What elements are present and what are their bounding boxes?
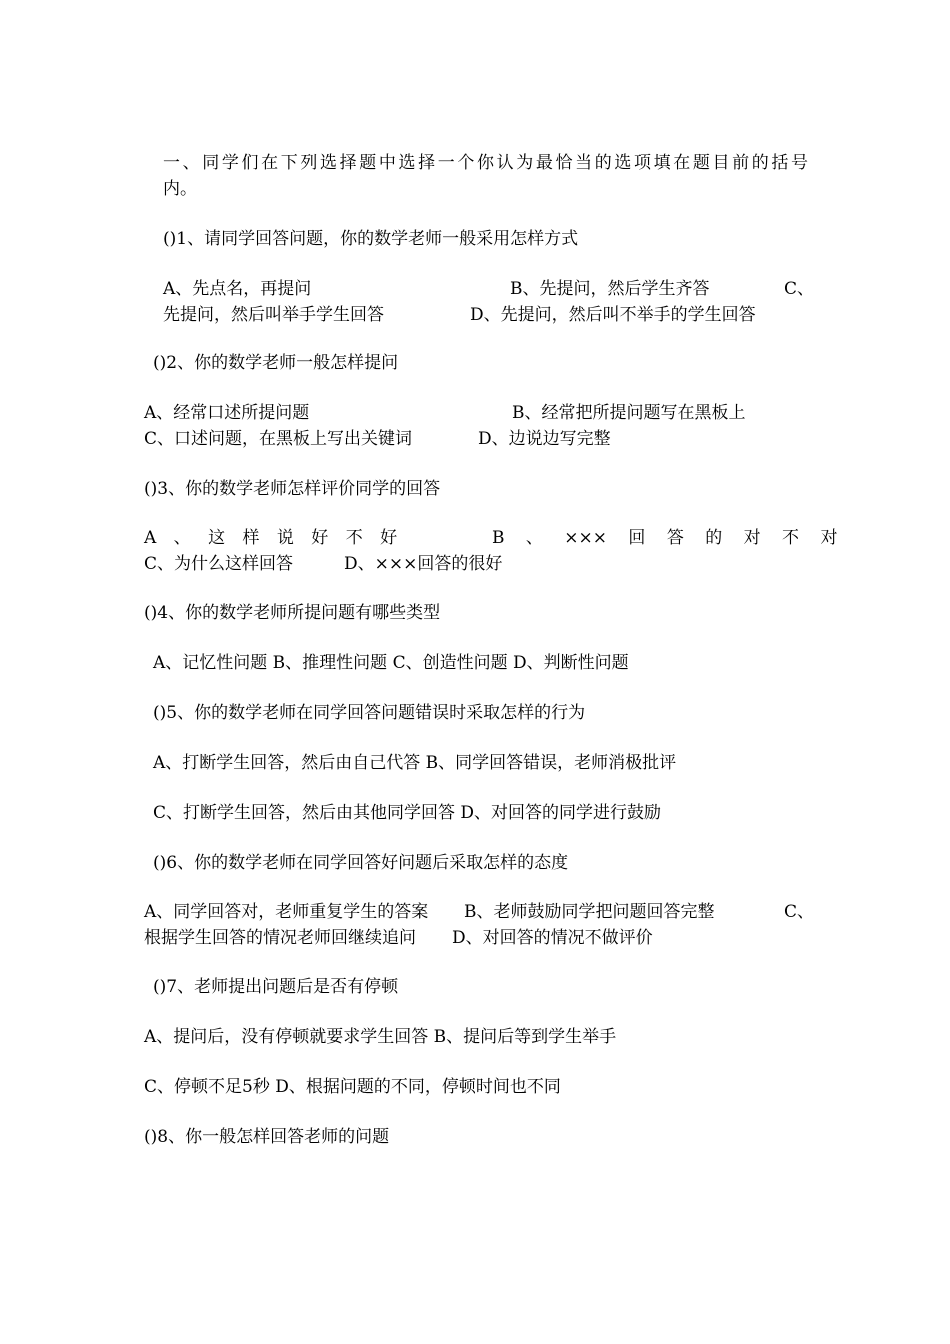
- question-3-option-d: D、×××回答的很好: [344, 554, 503, 574]
- question-1-option-a: A、先点名，再提问: [163, 279, 312, 299]
- question-5-options-line-2: C、打断学生回答，然后由其他同学回答 D、对回答的同学进行鼓励: [153, 803, 662, 823]
- question-1-option-b: B、先提问，然后学生齐答: [510, 279, 710, 299]
- question-3-option-b: B 、 ××× 回 答 的 对 不 对: [492, 528, 838, 548]
- intro-line-2: 内。: [163, 179, 197, 199]
- question-6-option-d: D、对回答的情况不做评价: [452, 928, 653, 948]
- question-4-stem: ()4、你的数学老师所提问题有哪些类型: [144, 603, 441, 623]
- question-3-option-a: A 、 这 样 说 好 不 好: [144, 528, 398, 548]
- question-7-options-line-2: C、停顿不足5秒 D、根据问题的不同，停顿时间也不同: [144, 1077, 561, 1097]
- question-6-stem: ()6、你的数学老师在同学回答好问题后采取怎样的态度: [153, 853, 569, 873]
- question-6-option-b: B、老师鼓励同学把问题回答完整: [464, 902, 715, 922]
- question-6-option-c-text: 根据学生回答的情况老师回继续追问: [144, 928, 416, 948]
- question-2-stem: ()2、你的数学老师一般怎样提问: [153, 353, 399, 373]
- question-2-option-d: D、边说边写完整: [478, 429, 611, 449]
- question-6-option-a: A、同学回答对，老师重复学生的答案: [144, 902, 429, 922]
- question-3-stem: ()3、你的数学老师怎样评价同学的回答: [144, 479, 441, 499]
- question-7-options-line-1: A、提问后，没有停顿就要求学生回答 B、提问后等到学生举手: [144, 1027, 617, 1047]
- intro-text: 一 、 同 学 们 在 下 列 选 择 题 中 选 择 一 个 你 认 为 最 恰 当 的 选 项 填 在 题 目 前 的 括 号: [163, 153, 808, 173]
- question-1-stem: ()1、请同学回答问题，你的数学老师一般采用怎样方式: [163, 229, 579, 249]
- question-2-option-c: C、口述问题，在黑板上写出关键词: [144, 429, 413, 449]
- question-1-option-d: D、先提问，然后叫不举手的学生回答: [470, 305, 756, 325]
- question-6-option-c: C、: [784, 902, 815, 922]
- question-1-option-c-text: 先提问，然后叫举手学生回答: [163, 305, 384, 325]
- question-3-option-c: C、为什么这样回答: [144, 554, 294, 574]
- question-2-option-a: A、经常口述所提问题: [144, 403, 310, 423]
- question-5-options-line-1: A、打断学生回答，然后由自己代答 B、同学回答错误，老师消极批评: [153, 753, 677, 773]
- question-7-stem: ()7、老师提出问题后是否有停顿: [153, 977, 399, 997]
- question-8-stem: ()8、你一般怎样回答老师的问题: [144, 1127, 390, 1147]
- question-4-options: A、记忆性问题 B、推理性问题 C、创造性问题 D、判断性问题: [153, 653, 629, 673]
- question-5-stem: ()5、你的数学老师在同学回答问题错误时采取怎样的行为: [153, 703, 586, 723]
- question-2-option-b: B、经常把所提问题写在黑板上: [512, 403, 746, 423]
- question-1-option-c: C、: [784, 279, 815, 299]
